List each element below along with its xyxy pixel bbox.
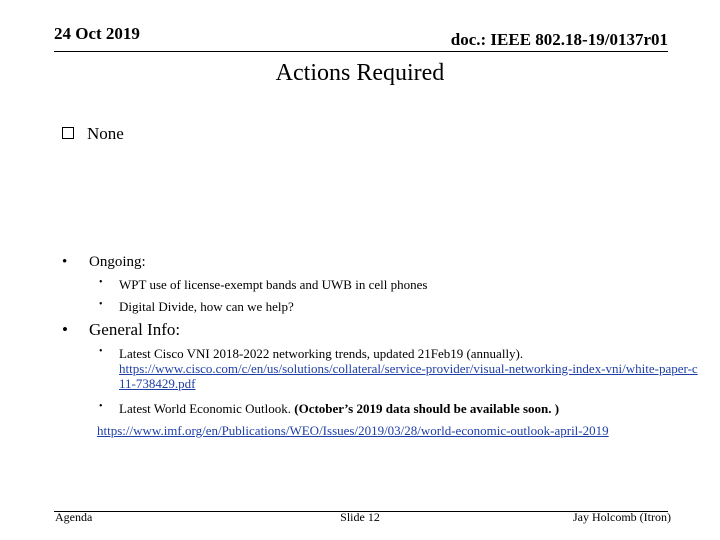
checkbox-bullet-icon (62, 127, 74, 139)
ongoing-label: Ongoing: (89, 254, 146, 270)
bullet-dot-icon: • (99, 401, 103, 412)
list-item (99, 299, 699, 315)
bullet-dot-icon: • (62, 320, 68, 339)
list-item (99, 277, 699, 293)
list-item (99, 401, 699, 417)
ongoing-item-text: WPT use of license-exempt bands and UWB in cell phones (119, 277, 428, 292)
cisco-vni-link[interactable]: https://www.cisco.com/c/en/us/solutions/collateral/service-provider/visual-networking-index-vni/white-paper-c11-738429.pdf (119, 361, 698, 391)
ongoing-item-text: Digital Divide, how can we help? (119, 299, 294, 314)
footer-author: Jay Holcomb (Itron) (573, 510, 671, 524)
header-date: 24 Oct 2019 (54, 24, 140, 43)
header-doc-id: doc.: IEEE 802.18-19/0137r01 (450, 30, 668, 49)
bullet-dot-icon: • (99, 277, 103, 288)
checkbox-bullet-item (62, 124, 124, 144)
bullet-dot-icon: • (62, 254, 68, 270)
bullet-ongoing (62, 254, 662, 274)
top-item-text: None (87, 124, 124, 143)
cisco-vni-text: Latest Cisco VNI 2018-2022 networking trends, updated 21Feb19 (annually). (119, 346, 524, 361)
bullet-general-info (62, 320, 662, 342)
weo-note: (October’s 2019 data should be available soon. ) (294, 401, 560, 416)
imf-weo-link[interactable]: https://www.imf.org/en/Publications/WEO/Issues/2019/03/28/world-economic-outlook-april-2019 (97, 423, 609, 438)
slide-title: Actions Required (275, 60, 445, 86)
header-divider (54, 51, 668, 52)
bullet-dot-icon: • (99, 346, 103, 357)
weo-text: Latest World Economic Outlook. (119, 401, 292, 416)
footer-agenda: Agenda (55, 510, 93, 524)
general-info-label: General Info: (89, 320, 181, 339)
footer-slide-number: Slide 12 (340, 510, 380, 524)
list-item (99, 346, 699, 394)
bullet-dot-icon: • (99, 299, 103, 310)
